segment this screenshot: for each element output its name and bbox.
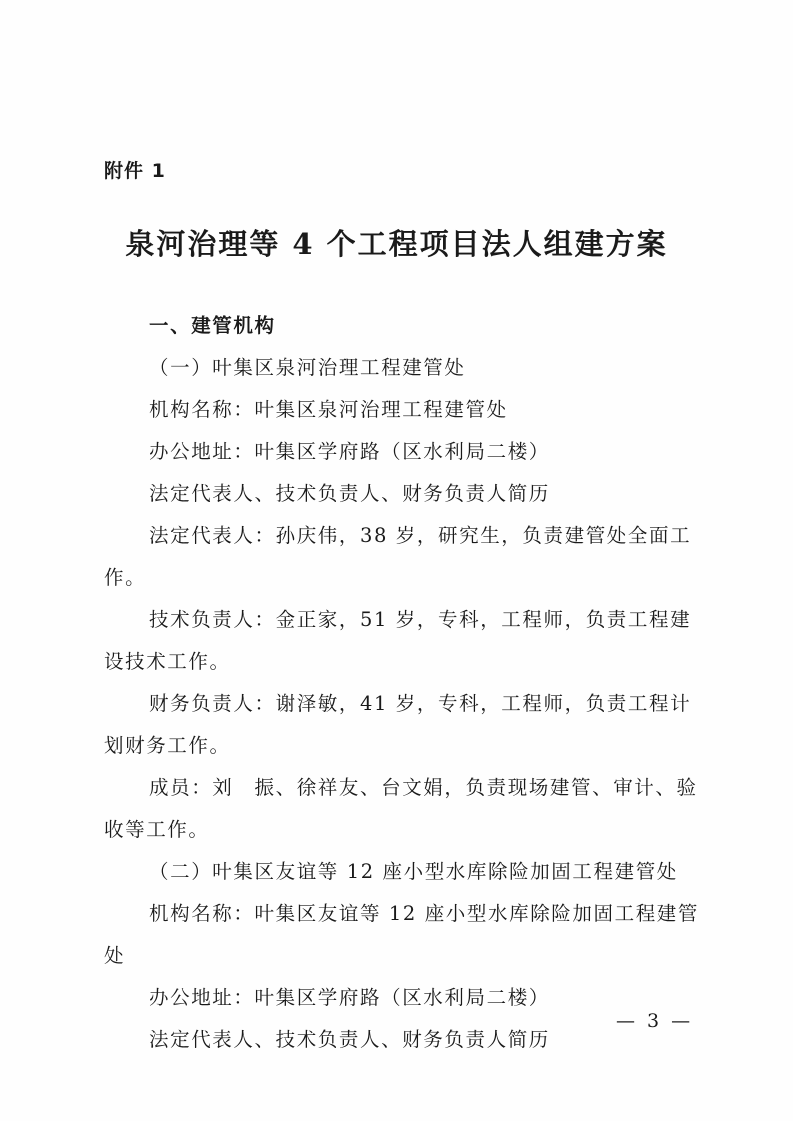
members-line: 成员：刘 振、徐祥友、台文娟，负责现场建管、审计、验 [149, 776, 698, 799]
section-heading: 一、建管机构 [149, 314, 276, 337]
address-line: 办公地址：叶集区学府路（区水利局二楼） [149, 440, 550, 463]
tech-lead-line: 技术负责人：金正家，51 岁，专科，工程师，负责工程建 [149, 608, 692, 631]
org-name-line: 机构名称：叶集区泉河治理工程建管处 [149, 398, 508, 421]
finance-lead-line-cont: 划财务工作。 [104, 734, 231, 757]
legal-rep-line-cont: 作。 [104, 566, 147, 589]
document-title: 泉河治理等 4 个工程项目法人组建方案 [125, 227, 668, 261]
resume-title-line: 法定代表人、技术负责人、财务负责人简历 [149, 482, 550, 505]
address-line-2: 办公地址：叶集区学府路（区水利局二楼） [149, 986, 550, 1009]
attachment-label: 附件 1 [104, 160, 166, 182]
page-number: — 3 — [616, 1010, 694, 1032]
org-name-line-2-cont: 处 [104, 944, 126, 967]
resume-title-line-2: 法定代表人、技术负责人、财务负责人简历 [149, 1028, 550, 1051]
tech-lead-line-cont: 设技术工作。 [104, 650, 231, 673]
finance-lead-line: 财务负责人：谢泽敏，41 岁，专科，工程师，负责工程计 [149, 692, 692, 715]
legal-rep-line: 法定代表人：孙庆伟，38 岁，研究生，负责建管处全面工 [149, 524, 692, 547]
members-line-cont: 收等工作。 [104, 818, 210, 841]
subsection-heading-1: （一）叶集区泉河治理工程建管处 [149, 356, 466, 379]
org-name-line-2: 机构名称：叶集区友谊等 12 座小型水库除险加固工程建管 [149, 902, 700, 925]
subsection-heading-2: （二）叶集区友谊等 12 座小型水库除险加固工程建管处 [149, 860, 678, 883]
document-body [104, 305, 704, 1061]
